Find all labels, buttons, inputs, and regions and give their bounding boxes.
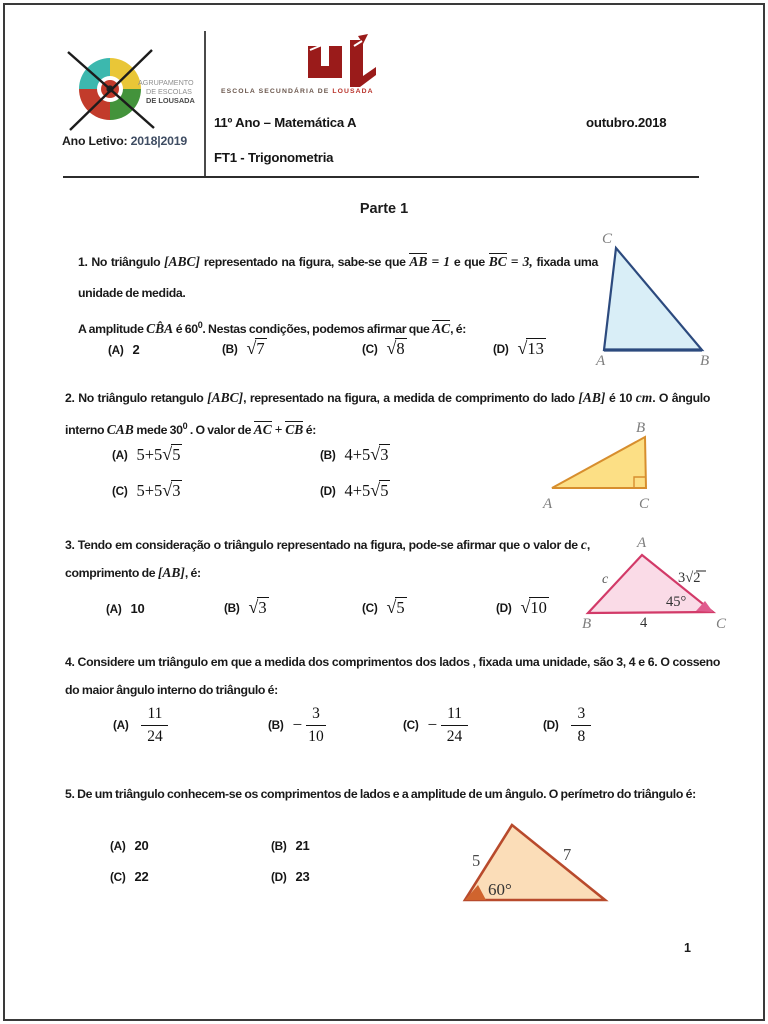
option-value-radicand: 5 — [380, 481, 389, 500]
option-d — [493, 338, 546, 359]
question-3-figure — [580, 535, 762, 640]
option-label: (C) — [362, 341, 378, 356]
triangle-shape — [465, 825, 605, 900]
option-label: (D) — [543, 718, 559, 732]
option-b — [222, 338, 267, 359]
option-value-radicand: 5 — [172, 445, 181, 464]
option-value: 5 — [396, 598, 405, 617]
vertex-c-label: C — [716, 616, 727, 632]
option-value-prefix: 5+5 — [136, 480, 163, 500]
vertex-b-label: B — [582, 616, 592, 632]
header-vertical-divider — [204, 31, 206, 176]
question-5-options — [66, 838, 466, 898]
vertex-a-label: A — [596, 353, 606, 369]
vertex-a-label: A — [637, 535, 647, 551]
question-4-options — [66, 699, 706, 755]
worksheet-title: FT1 - Trigonometria — [214, 150, 334, 165]
document-date: outubro.2018 — [586, 115, 667, 130]
option-label: (A) — [113, 718, 129, 732]
option-label: (B) — [268, 718, 284, 732]
option-label: (D) — [496, 600, 512, 615]
fraction-numerator: 11 — [441, 704, 468, 725]
option-b — [271, 838, 310, 853]
option-value: 3 — [258, 598, 267, 617]
base-label: 4 — [640, 615, 648, 631]
angle-label: 45° — [666, 594, 687, 610]
angle-label: 60° — [488, 880, 512, 899]
option-value: 10 — [130, 601, 145, 616]
option-value: 2 — [132, 342, 140, 357]
header-rule — [63, 176, 699, 178]
option-a — [113, 699, 168, 751]
question-1-statement-p2: A amplitude CB̂A é $60^0$. Nestas condições, podemos afirmar que AC, é: — [78, 320, 467, 337]
option-label: (B) — [222, 341, 238, 356]
school-year-label: Ano Letivo: — [62, 134, 128, 148]
option-value: 8 — [396, 339, 405, 358]
vertex-b-label: B — [700, 353, 710, 369]
option-d — [320, 480, 390, 501]
option-value-radicand: 3 — [172, 481, 181, 500]
option-value: 20 — [134, 838, 149, 853]
school-group-name-line2: DE ESCOLAS — [146, 87, 192, 96]
option-label: (A) — [110, 838, 126, 853]
option-value: 10 — [530, 598, 547, 617]
question-1-statement-p1: 1. No triângulo [ABC] representado na figura, sabe-se que AB = 1 e que BC = 3, fixada uma unidade de medida. — [78, 254, 598, 300]
option-label: (B) — [271, 838, 287, 853]
radical-icon: √ — [520, 597, 531, 617]
question-2-figure — [535, 418, 665, 513]
option-label: (C) — [110, 869, 126, 884]
fraction-denominator: 8 — [577, 727, 586, 745]
radical-icon: √ — [386, 338, 397, 358]
course-title: 11º Ano – Matemática A — [214, 115, 357, 130]
question-5-statement: 5. De um triângulo conhecem-se os comprimentos de lados e a amplitude de um ângulo. O perímetro do triângulo é: — [65, 787, 696, 801]
option-c — [403, 699, 468, 751]
vertex-c-label: C — [602, 231, 613, 247]
option-label: (D) — [493, 341, 509, 356]
option-label: (B) — [320, 447, 336, 462]
option-label: (D) — [271, 869, 287, 884]
school-caption-prefix: ESCOLA SECUNDÁRIA DE — [221, 88, 333, 95]
option-b — [268, 699, 326, 751]
question-1-options — [78, 334, 638, 368]
option-value-radicand: 3 — [380, 445, 389, 464]
option-value: 21 — [295, 838, 310, 853]
question-2-statement: 2. No triângulo retangulo [ABC], representado na figura, a medida de comprimento do lado [AB] é 10 cm. O ângulo interno CAB mede $30^0$ . O valor de AC + CB é: — [65, 390, 710, 437]
question-1-figure — [590, 230, 720, 370]
radical-icon: √ — [162, 444, 173, 464]
school-year-value: 2018|2019 — [130, 134, 188, 148]
school-group-name-line3: DE LOUSADA — [146, 96, 195, 105]
triangle-shape — [552, 437, 646, 488]
radical-icon: √ — [246, 338, 257, 358]
radical-icon: √ — [162, 480, 173, 500]
section-title: Parte 1 — [359, 201, 409, 217]
school-group-logo — [58, 44, 208, 136]
option-label: (C) — [112, 483, 128, 498]
option-d — [496, 597, 549, 618]
fraction-sign: − — [427, 715, 438, 734]
option-label: (C) — [403, 718, 419, 732]
option-value: 13 — [527, 339, 544, 358]
option-value: 23 — [295, 869, 310, 884]
option-a — [110, 838, 149, 853]
vertex-a-label: A — [543, 496, 553, 512]
option-label: (B) — [224, 600, 240, 615]
fraction-denominator: 10 — [308, 727, 324, 745]
school-group-name-line1: AGRUPAMENTO — [138, 78, 194, 87]
option-c — [362, 597, 407, 618]
option-c — [362, 338, 407, 359]
vertex-b-label: B — [636, 420, 646, 436]
option-label: (A) — [106, 601, 122, 616]
radical-icon: √ — [370, 444, 381, 464]
fraction-denominator: 24 — [147, 727, 163, 745]
option-c — [110, 869, 149, 884]
option-a — [106, 601, 145, 616]
side-c-label: c — [602, 572, 609, 587]
option-a — [112, 444, 182, 465]
question-4-statement: 4. Considere um triângulo em que a medida dos comprimentos dos lados , fixada uma unidade, são 3, 4 e 6. O cosseno do maior ângulo interno do triângulo é: — [65, 655, 720, 697]
school-caption — [221, 88, 374, 95]
radical-icon: √ — [517, 338, 528, 358]
pinwheel-icon — [68, 50, 154, 130]
option-label: (A) — [112, 447, 128, 462]
fraction-numerator: 11 — [141, 704, 168, 725]
option-value-prefix: 4+5 — [344, 444, 371, 464]
fraction-sign: − — [292, 715, 303, 734]
option-d — [271, 869, 310, 884]
option-value-prefix: 4+5 — [344, 480, 371, 500]
school-caption-name: LOUSADA — [332, 88, 374, 95]
option-value-prefix: 5+5 — [136, 444, 163, 464]
option-value: 22 — [134, 869, 149, 884]
option-label: (C) — [362, 600, 378, 615]
side-right-label: 3√2 — [678, 570, 701, 586]
question-3-options — [66, 593, 646, 627]
page-number: 1 — [684, 941, 691, 955]
side-left-label: 5 — [472, 851, 481, 870]
fraction-numerator: 3 — [571, 704, 591, 725]
option-b — [320, 444, 390, 465]
question-3-statement: 3. Tendo em consideração o triângulo representado na figura, pode-se afirmar que o valor de c, comprimento de [AB], é: — [65, 537, 590, 580]
fraction-denominator: 24 — [446, 727, 463, 745]
side-right-label: 7 — [563, 845, 572, 864]
triangle-shape — [604, 248, 702, 350]
school-year — [62, 134, 187, 148]
fraction-numerator: 3 — [306, 704, 326, 725]
option-a — [108, 342, 140, 357]
question-5-figure — [448, 818, 613, 918]
radical-icon: √ — [370, 480, 381, 500]
option-label: (D) — [320, 483, 336, 498]
option-value: 7 — [256, 339, 265, 358]
school-logo-icon — [288, 34, 380, 90]
vertex-c-label: C — [639, 496, 650, 512]
option-label: (A) — [108, 342, 124, 357]
radical-icon: √ — [248, 597, 259, 617]
option-b — [224, 597, 269, 618]
option-c — [112, 480, 182, 501]
radical-icon: √ — [386, 597, 397, 617]
option-d — [543, 699, 591, 751]
